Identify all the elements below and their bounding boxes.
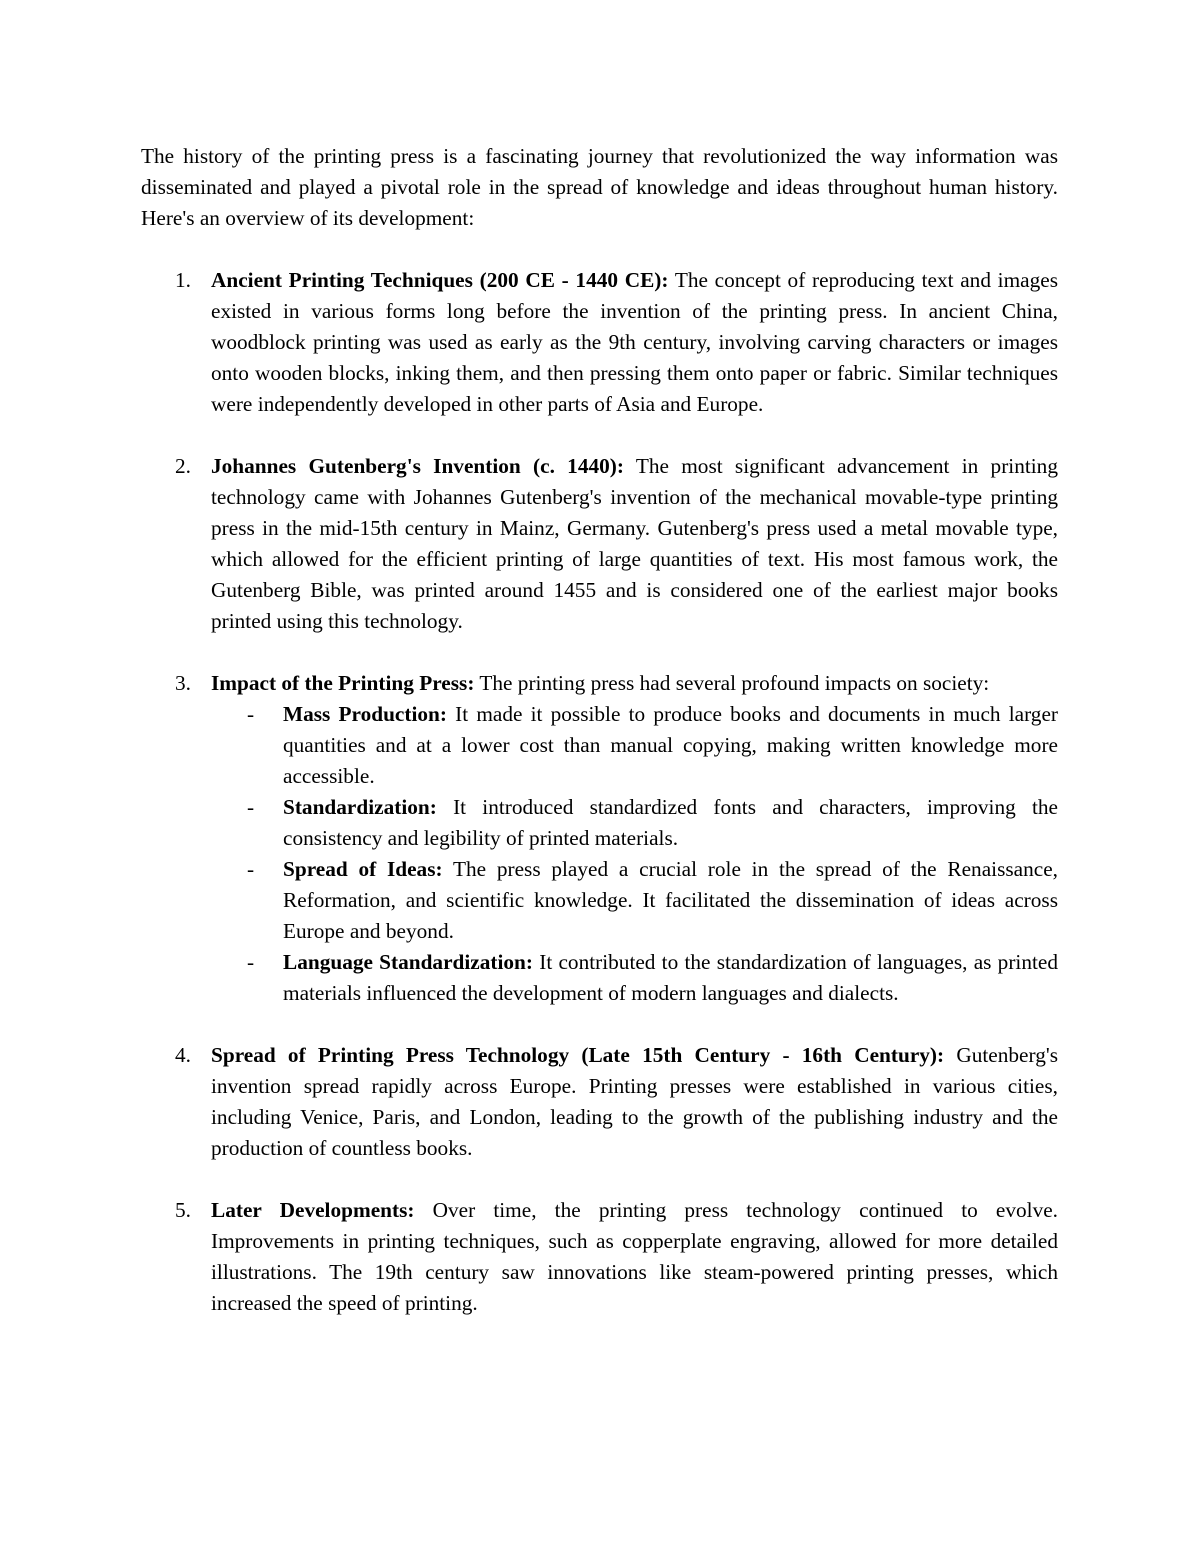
- section-body: Gutenberg's invention spread rapidly across Europe. Printing presses were established in various cities, including Venice, Paris, and London, leading to the growth of the publishing industry and the production of countless books.: [211, 1043, 1058, 1160]
- section-item: [141, 668, 1058, 1009]
- section-heading: Impact of the Printing Press:: [211, 671, 475, 695]
- impact-body: It introduced standardized fonts and characters, improving the consistency and legibility of printed materials.: [283, 795, 1058, 850]
- intro-paragraph: The history of the printing press is a fascinating journey that revolutionized the way information was disseminated and played a pivotal role in the spread of knowledge and ideas throughout human history. Here's an overview of its development:: [141, 144, 1058, 230]
- section-item: [141, 265, 1058, 420]
- bullet-dash: -: [247, 702, 255, 726]
- section-body: Over time, the printing press technology continued to evolve. Improvements in printing techniques, such as copperplate engraving, allowed for more detailed illustrations. The 19th century saw innovations like steam-powered printing presses, which increased the speed of printing.: [211, 1198, 1058, 1315]
- section-body: The most significant advancement in printing technology came with Johannes Gutenberg's invention of the mechanical movable-type printing press in the mid-15th century in Mainz, Germany. Gutenberg's press used a metal movable type, which allowed for the efficient printing of large quantities of text. His most famous work, the Gutenberg Bible, was printed around 1455 and is considered one of the earliest major books printed using this technology.: [211, 454, 1058, 633]
- section-item: [141, 1040, 1058, 1164]
- section-heading: Spread of Printing Press Technology (Late 15th Century - 16th Century):: [211, 1043, 945, 1067]
- impact-body: It made it possible to produce books and documents in much larger quantities and at a lower cost than manual copying, making written knowledge more accessible.: [283, 702, 1058, 788]
- bullet-dash: -: [247, 795, 255, 819]
- section-number: 3.: [175, 671, 191, 695]
- impact-body: The press played a crucial role in the spread of the Renaissance, Reformation, and scientific knowledge. It facilitated the dissemination of ideas across Europe and beyond.: [283, 857, 1058, 943]
- section-list: [141, 265, 1058, 1319]
- impact-heading: Language Standardization:: [283, 950, 533, 974]
- section-number: 2.: [175, 454, 191, 478]
- impact-heading: Spread of Ideas:: [283, 857, 443, 881]
- impact-item: [141, 947, 1058, 1009]
- impact-item: [141, 699, 1058, 792]
- impact-heading: Standardization:: [283, 795, 437, 819]
- impact-body: It contributed to the standardization of languages, as printed materials influenced the development of modern languages and dialects.: [283, 950, 1058, 1005]
- section-heading: Ancient Printing Techniques (200 CE - 1440 CE):: [211, 268, 669, 292]
- impact-item: [141, 792, 1058, 854]
- section-item: [141, 1195, 1058, 1319]
- impact-item: [141, 854, 1058, 947]
- impact-list: [211, 699, 1058, 1009]
- section-number: 1.: [175, 268, 191, 292]
- section-number: 5.: [175, 1198, 191, 1222]
- section-heading: Later Developments:: [211, 1198, 415, 1222]
- impact-heading: Mass Production:: [283, 702, 447, 726]
- section-number: 4.: [175, 1043, 191, 1067]
- section-body: The printing press had several profound impacts on society:: [479, 671, 990, 695]
- section-body: The concept of reproducing text and images existed in various forms long before the invention of the printing press. In ancient China, woodblock printing was used as early as the 9th century, involving carving characters or images onto wooden blocks, inking them, and then pressing them onto paper or fabric. Similar techniques were independently developed in other parts of Asia and Europe.: [211, 268, 1059, 416]
- bullet-dash: -: [247, 857, 255, 881]
- section-item: [141, 451, 1058, 637]
- document-page: [141, 141, 1058, 1350]
- bullet-dash: -: [247, 950, 255, 974]
- section-heading: Johannes Gutenberg's Invention (c. 1440):: [211, 454, 624, 478]
